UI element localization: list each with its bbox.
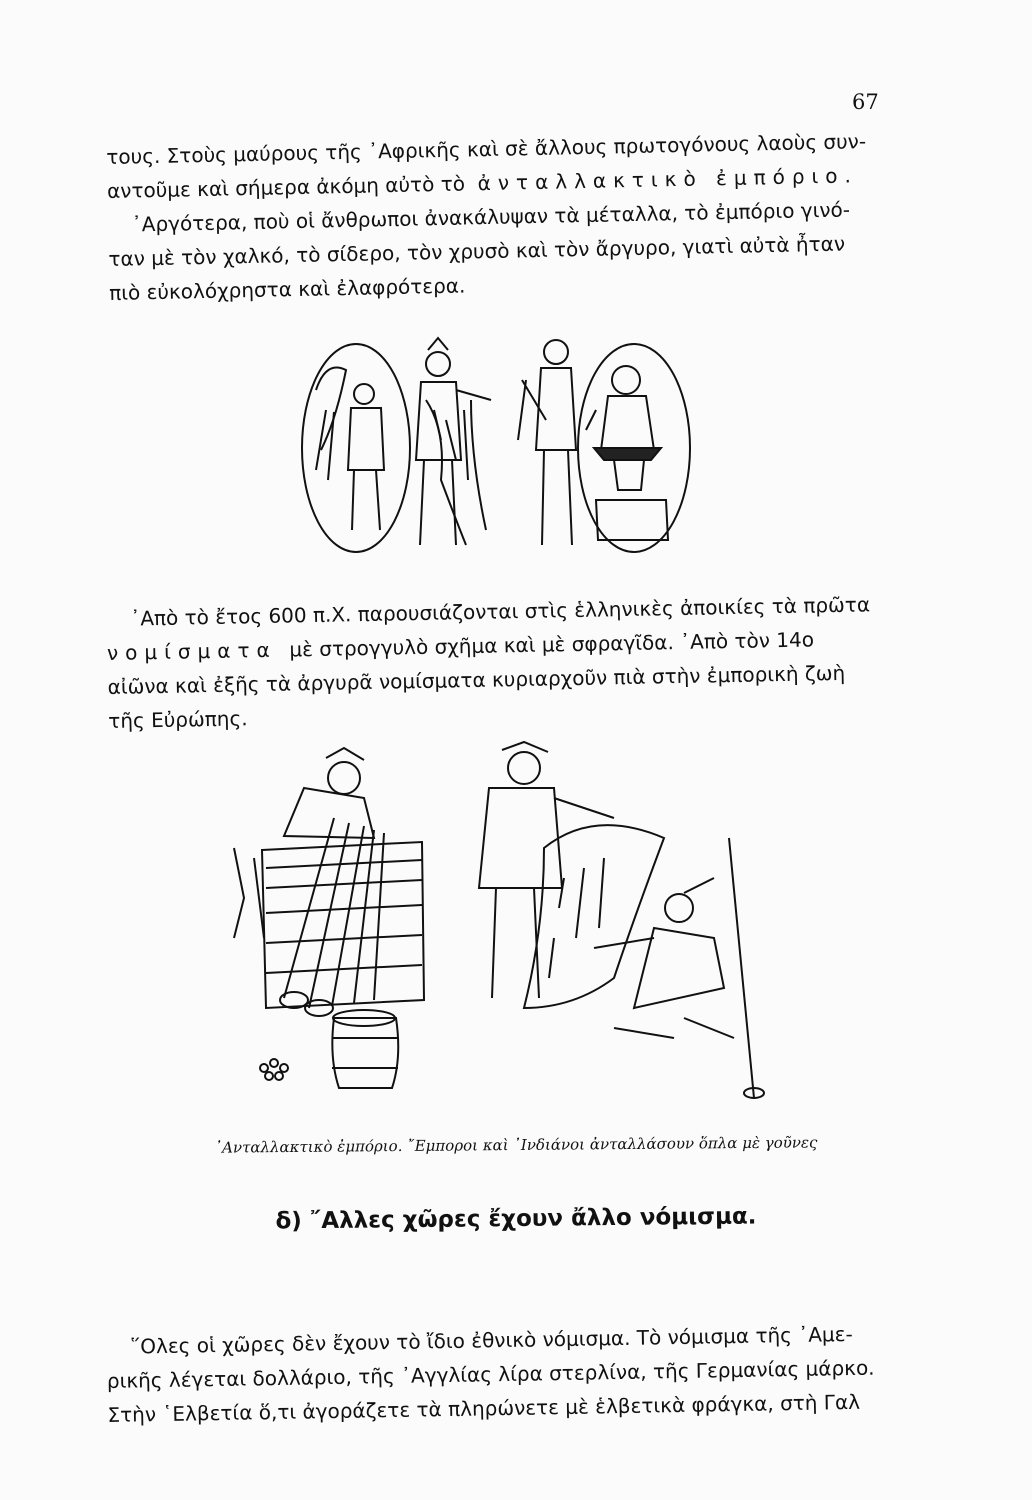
barter-trade-illustration xyxy=(296,330,696,562)
text-line: ῞Ολες οἱ χῶρες δὲν ἔχουν τὸ ἴδιο ἐθνικὸ νόμισμα. Τὸ νόμισμα τῆς ᾿Αμε- xyxy=(130,1321,853,1359)
text-line: ταν μὲ τὸν χαλκό, τὸ σίδερο, τὸν χρυσὸ καὶ τὸν ἄργυρο, γιατὶ αὐτὰ ἦταν xyxy=(108,231,846,271)
section-heading: δ) ῎Αλλες χῶρες ἔχουν ἄλλο νόμισμα. xyxy=(275,1203,757,1235)
text-line: αἰῶνα καὶ ἐξῆς τὰ ἀργυρᾶ νομίσματα κυριαρχοῦν πιὰ στὴν ἐμπορικὴ ζωὴ xyxy=(107,660,846,699)
text-line: πιὸ εὐκολόχρηστα καὶ ἐλαφρότερα. xyxy=(108,273,466,305)
emphasized-term: νομίσματα xyxy=(106,637,277,665)
text-line: Στὴν ῾Ελβετία ὅ,τι ἀγοράζετε τὰ πληρώνετε μὲ ἑλβετικὰ φράγκα, στὴ Γαλ xyxy=(107,1389,861,1427)
paragraph-national-currencies xyxy=(106,1316,898,1432)
paragraph-first-coins xyxy=(106,587,908,738)
traders-and-indians-illustration xyxy=(214,738,790,1100)
text-line: ρικῆς λέγεται δολλάριο, τῆς ᾿Αγγλίας λίρα στερλίνα, τῆς Γερμανίας μάρκο. xyxy=(106,1355,875,1393)
text-line: τους. Στοὺς μαύρους τῆς ᾿Αφρικῆς καὶ σὲ ἄλλους πρωτογόνους λαοὺς συν- xyxy=(106,129,867,169)
text-line: αντοῦμε καὶ σήμερα ἀκόμη αὐτὸ τὸ ἀνταλλακτικὸ ἐμπόριο. xyxy=(106,163,859,203)
barrel xyxy=(332,1018,398,1088)
text-line: ᾿Αργότερα, ποὺ οἱ ἄνθρωποι ἀνακάλυψαν τὰ μέταλλα, τὸ ἐμπόριο γινό- xyxy=(131,197,851,237)
left-oval-frame xyxy=(302,344,410,552)
illustration-caption: ᾿Ανταλλακτικὸ ἐμπόριο. ῎Εμποροι καὶ ᾿Ινδιάνοι ἀνταλλάσουν ὅπλα μὲ γοῦνες xyxy=(214,1133,818,1157)
page-number: 67 xyxy=(852,90,879,114)
fur-pelt xyxy=(524,825,664,1008)
paragraph-barter-metals xyxy=(106,123,899,310)
text-line: νομίσματα μὲ στρογγυλὸ σχῆμα καὶ μὲ σφραγῖδα. ᾿Απὸ τὸν 14ο xyxy=(106,627,815,665)
text-line: τῆς Εὐρώπης. xyxy=(108,706,248,733)
emphasized-term: ἀνταλλακτικὸ ἐμπόριο. xyxy=(477,163,859,196)
text-line: ᾿Απὸ τὸ ἔτος 600 π.Χ. παρουσιάζονται στὶς ἑλληνικὲς ἀποικίες τὰ πρῶτα xyxy=(130,592,871,631)
